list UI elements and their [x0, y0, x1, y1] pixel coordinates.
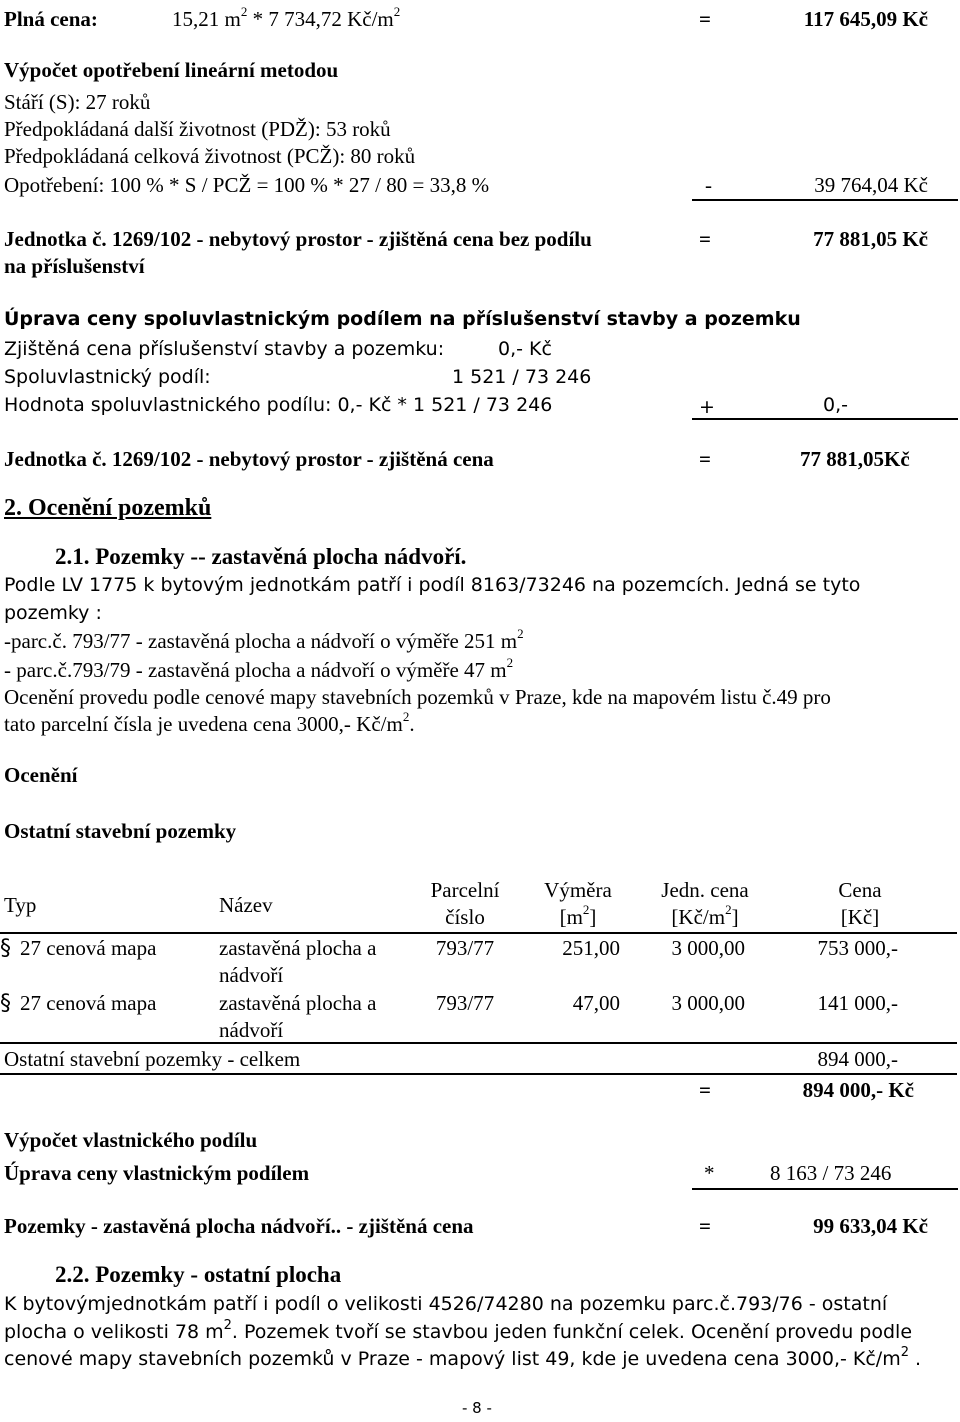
- row1-name: zastavěná plocha a nádvoří: [219, 936, 377, 987]
- divider: [0, 1042, 957, 1044]
- unit-determined-price-eq: =: [699, 447, 711, 471]
- paragraph-mark-icon: §: [0, 991, 11, 1016]
- divider: [0, 932, 957, 934]
- valuation-paragraph-line2: tato parcelní čísla je uvedena cena 3000,- $Kč/m^2$.: [4, 709, 415, 736]
- share-value-formula: Hodnota spoluvlastnického podílu: 0,- Kč * 1 521 / 73 246: [4, 394, 553, 416]
- co-ownership-share-value: 1 521 / 73 246: [452, 366, 592, 388]
- accessory-price-label: Zjištěná cena příslušenství stavby a pozemku:: [4, 338, 445, 360]
- plots-determined-price-label: Pozemky - zastavěná plocha nádvoří.. - zjištěná cena: [4, 1214, 474, 1238]
- parcel-793-77: -parc.č. 793/77 - zastavěná plocha a nádvoří o výměře 251 $m^2$: [4, 626, 524, 653]
- depreciation-heading: Výpočet opotřebení lineární metodou: [4, 58, 339, 82]
- valuation-paragraph-line1: Ocenění provedu podle cenové mapy stavebních pozemků v Praze, kde na mapovém listu č.49 pro: [4, 685, 831, 709]
- row1-parcel: 793/77: [435, 936, 495, 960]
- row2-unit-price: 3 000,00: [671, 991, 745, 1015]
- divider: [692, 418, 958, 420]
- row2-area: 47,00: [572, 991, 620, 1015]
- depreciation-sign: -: [705, 173, 712, 197]
- other-area-line1: K bytovýmjednotkám patří i podíl o velikosti 4526/74280 na pozemku parc.č.793/76 - ostatní: [4, 1293, 888, 1315]
- ownership-share-fraction: 8 163 / 73 246: [770, 1161, 892, 1185]
- unit-price-without-share-line1: Jednotka č. 1269/102 - nebytový prostor - zjištěná cena bez podílu: [4, 227, 592, 251]
- divider: [692, 1188, 958, 1190]
- row2-parcel: 793/77: [435, 991, 495, 1015]
- full-price-label: Plná cena:: [4, 7, 98, 31]
- unit-price-amount: 77 881,05 Kč: [813, 227, 928, 251]
- row1-price: 753 000,-: [817, 936, 898, 960]
- ownership-share-heading: Výpočet vlastnického podílu: [4, 1128, 258, 1152]
- paragraph-mark-icon: §: [0, 936, 11, 961]
- depreciation-age: Stáří (S): 27 roků: [4, 90, 151, 114]
- col-header-unit-price: Jedn. cena $[Kč/m^2]$: [661, 878, 749, 929]
- full-price-eq: =: [699, 7, 711, 31]
- section-2-1-heading: 2.1. Pozemky -- zastavěná plocha nádvoří.: [55, 544, 467, 569]
- co-ownership-heading: Úprava ceny spoluvlastnickým podílem na příslušenství stavby a pozemku: [4, 308, 801, 330]
- full-price-formula: 15,21 $m^2 * 7$ 734,72 $Kč/m^2$: [172, 4, 401, 31]
- co-ownership-share-label: Spoluvlastnický podíl:: [4, 366, 211, 388]
- unit-determined-price-label: Jednotka č. 1269/102 - nebytový prostor - zjištěná cena: [4, 447, 494, 471]
- ownership-share-label: Úprava ceny vlastnickým podílem: [4, 1161, 310, 1185]
- row1-unit-price: 3 000,00: [671, 936, 745, 960]
- table-result-eq: =: [699, 1078, 711, 1102]
- accessory-price-value: 0,- Kč: [498, 338, 552, 360]
- full-price-total: 117 645,09 Kč: [803, 7, 928, 31]
- col-header-area: Výměra $[m^2]$: [544, 878, 612, 929]
- plots-determined-price-amount: 99 633,04 Kč: [813, 1214, 928, 1238]
- other-building-plots-heading: Ostatní stavební pozemky: [4, 819, 237, 843]
- plots-determined-price-eq: =: [699, 1214, 711, 1238]
- share-value-sign: +: [699, 396, 715, 418]
- other-area-line2: plocha o velikosti 78 $m^2$. Pozemek tvoří se stavbou jeden funkční celek. Ocenění provedu podle: [4, 1317, 913, 1343]
- section-2-heading: 2. Ocenění pozemků: [4, 495, 212, 521]
- unit-price-eq: =: [699, 227, 711, 251]
- col-header-price: Cena [Kč]: [838, 878, 882, 929]
- unit-determined-price-amount: 77 881,05Kč: [800, 447, 910, 471]
- depreciation-total-life: Předpokládaná celková životnost (PCŽ): 80 roků: [4, 144, 416, 168]
- divider: [0, 1073, 957, 1075]
- parcel-793-79: - parc.č.793/79 - zastavěná plocha a nádvoří o výměře 47 $m^2$: [4, 655, 514, 682]
- row2-name: zastavěná plocha a nádvoří: [219, 991, 377, 1042]
- row1-type: 27 cenová mapa: [20, 936, 157, 960]
- valuation-heading: Ocenění: [4, 763, 78, 787]
- unit-price-without-share-line2: na příslušenství: [4, 254, 145, 278]
- row2-price: 141 000,-: [817, 991, 898, 1015]
- col-header-name: Název: [219, 893, 273, 917]
- table-total-label: Ostatní stavební pozemky - celkem: [4, 1047, 301, 1071]
- col-header-type: Typ: [4, 893, 37, 917]
- lv-paragraph-line1: Podle LV 1775 k bytovým jednotkám patří i podíl 8163/73246 na pozemcích. Jedná se tyto: [4, 574, 861, 596]
- table-result: 894 000,- Kč: [802, 1078, 914, 1102]
- row2-type: 27 cenová mapa: [20, 991, 157, 1015]
- ownership-share-sign: *: [704, 1161, 715, 1185]
- divider: [692, 199, 958, 201]
- lv-paragraph-line2: pozemky :: [4, 602, 102, 624]
- row1-area: 251,00: [562, 936, 620, 960]
- depreciation-formula: Opotřebení: 100 % * S / PCŽ = 100 % * 27 / 80 = 33,8 %: [4, 173, 490, 197]
- table-total-value: 894 000,-: [817, 1047, 898, 1071]
- depreciation-remaining-life: Předpokládaná další životnost (PDŽ): 53 roků: [4, 117, 391, 141]
- col-header-parcel: Parcelní číslo: [430, 878, 500, 929]
- page-number: - 8 -: [462, 1399, 492, 1417]
- share-value-amount: 0,-: [823, 394, 848, 416]
- depreciation-amount: 39 764,04 Kč: [814, 173, 928, 197]
- other-area-line3: cenové mapy stavebních pozemků v Praze - mapový list 49, kde je uvedena cena 3000,- $Kč/m^2$ .: [4, 1344, 922, 1370]
- section-2-2-heading: 2.2. Pozemky - ostatní plocha: [55, 1262, 342, 1287]
